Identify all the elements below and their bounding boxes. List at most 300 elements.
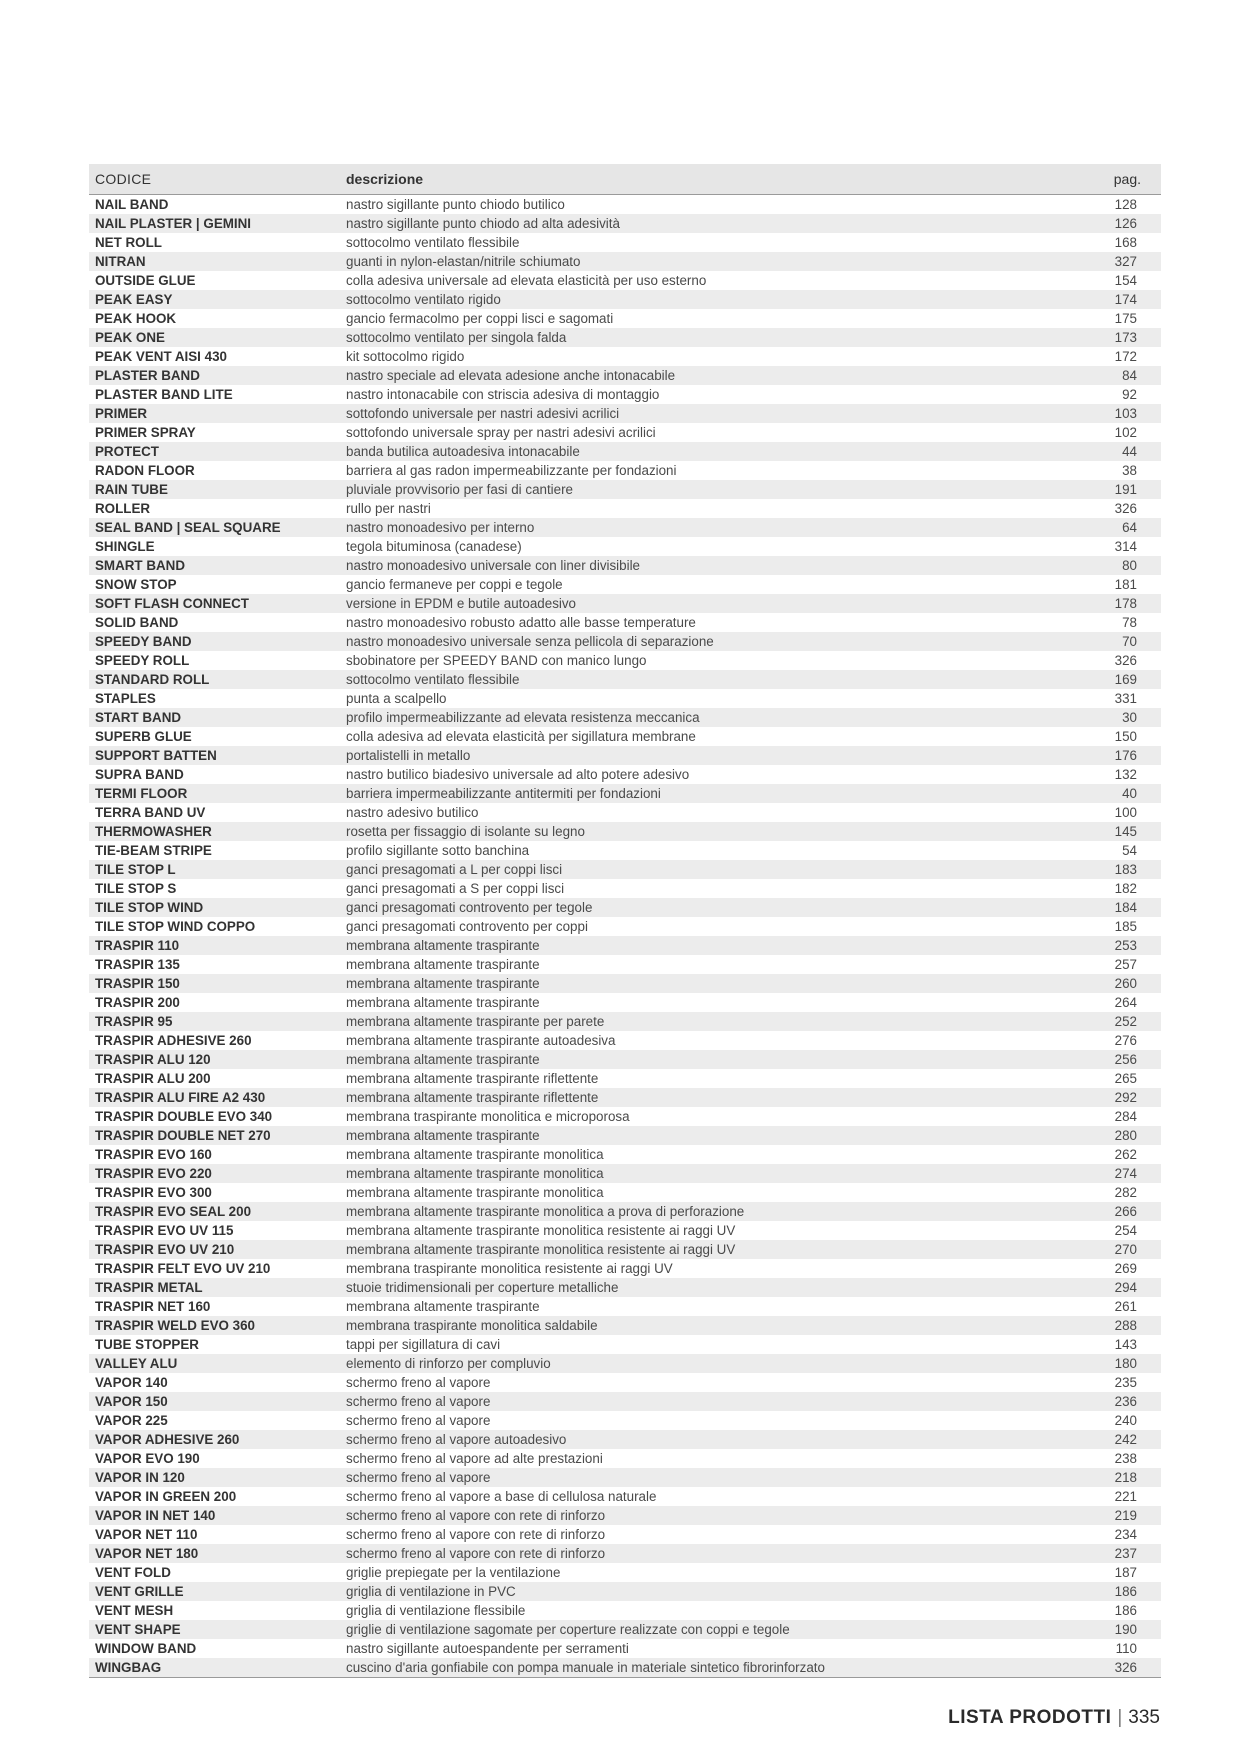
product-code-cell: TRASPIR ALU FIRE A2 430	[89, 1088, 344, 1107]
product-code-cell: TERMI FLOOR	[89, 784, 344, 803]
product-code-cell: RADON FLOOR	[95, 463, 195, 478]
product-page-cell: 126	[1074, 214, 1161, 233]
product-code-cell: SUPRA BAND	[95, 767, 184, 782]
product-description-cell: schermo freno al vapore	[346, 1375, 491, 1390]
product-description-cell: schermo freno al vapore autoadesivo	[344, 1430, 1074, 1449]
product-description-cell: membrana traspirante monolitica e microporosa	[346, 1109, 630, 1124]
product-page-cell: 314	[1114, 539, 1137, 554]
product-code-cell: TRASPIR ALU 200	[95, 1071, 211, 1086]
product-code-cell: RAIN TUBE	[89, 480, 344, 499]
product-page-cell: 252	[1074, 1012, 1161, 1031]
table-row	[89, 1278, 1161, 1297]
table-row	[89, 1259, 1161, 1278]
product-page-cell: 185	[1114, 919, 1137, 934]
product-page-cell: 172	[1114, 349, 1137, 364]
product-page-cell: 154	[1114, 273, 1137, 288]
product-description-cell: membrana altamente traspirante	[344, 936, 1074, 955]
product-page-cell: 190	[1074, 1620, 1161, 1639]
product-description-cell: griglie di ventilazione sagomate per coperture realizzate con coppi e tegole	[344, 1620, 1074, 1639]
product-code-cell: SPEEDY ROLL	[95, 653, 190, 668]
product-description-cell: schermo freno al vapore	[344, 1468, 1074, 1487]
product-code-cell: TRASPIR 150	[89, 974, 344, 993]
product-description-cell: schermo freno al vapore	[344, 1392, 1074, 1411]
product-code-cell: TILE STOP WIND	[89, 898, 344, 917]
product-code-cell: PLASTER BAND	[89, 366, 344, 385]
table-row	[89, 594, 1161, 613]
product-page-cell: 103	[1074, 404, 1161, 423]
table-row	[89, 1620, 1161, 1639]
product-code-cell: WINDOW BAND	[95, 1641, 197, 1656]
product-description-cell: sottofondo universale spray per nastri adesivi acrilici	[346, 425, 656, 440]
product-code-cell: NAIL BAND	[95, 197, 169, 212]
product-description-cell: sottofondo universale per nastri adesivi acrilici	[344, 404, 1074, 423]
product-page-cell: 181	[1114, 577, 1137, 592]
product-description-cell: membrana altamente traspirante monolitica	[344, 1164, 1074, 1183]
product-description-cell: punta a scalpello	[346, 691, 447, 706]
table-row	[89, 461, 1161, 480]
table-row	[89, 366, 1161, 385]
product-code-cell: TRASPIR ADHESIVE 260	[95, 1033, 252, 1048]
product-code-cell: PEAK ONE	[89, 328, 344, 347]
product-page-cell: 262	[1114, 1147, 1137, 1162]
table-row	[89, 1164, 1161, 1183]
table-row	[89, 1639, 1161, 1658]
table-row	[89, 1297, 1161, 1316]
product-page-cell: 102	[1114, 425, 1137, 440]
product-page-cell: 292	[1074, 1088, 1161, 1107]
table-row	[89, 1107, 1161, 1126]
table-row	[89, 898, 1161, 917]
table-row	[89, 290, 1161, 309]
product-description-cell: membrana altamente traspirante	[346, 957, 540, 972]
product-description-cell: nastro butilico biadesivo universale ad alto potere adesivo	[346, 767, 690, 782]
table-row	[89, 1202, 1161, 1221]
product-page-cell: 327	[1074, 252, 1161, 271]
product-page-cell: 257	[1114, 957, 1137, 972]
product-description-cell: nastro sigillante autoespandente per serramenti	[346, 1641, 629, 1656]
product-description-cell: membrana altamente traspirante monolitica resistente ai raggi UV	[346, 1223, 736, 1238]
product-code-cell: TRASPIR EVO SEAL 200	[89, 1202, 344, 1221]
product-page-cell: 175	[1114, 311, 1137, 326]
table-row	[89, 860, 1161, 879]
product-page-cell: 256	[1074, 1050, 1161, 1069]
product-description-cell: colla adesiva universale ad elevata elasticità per uso esterno	[346, 273, 707, 288]
product-page-cell: 64	[1074, 518, 1161, 537]
product-description-cell: schermo freno al vapore	[346, 1413, 491, 1428]
product-page-cell: 264	[1114, 995, 1137, 1010]
product-description-cell: membrana altamente traspirante monolitica	[346, 1147, 604, 1162]
table-row	[89, 841, 1161, 860]
product-code-cell: START BAND	[89, 708, 344, 727]
product-description-cell: membrana altamente traspirante	[344, 974, 1074, 993]
table-row	[89, 1335, 1161, 1354]
product-description-cell: membrana traspirante monolitica resistente ai raggi UV	[346, 1261, 673, 1276]
product-description-cell: kit sottocolmo rigido	[346, 349, 465, 364]
table-row	[89, 195, 1161, 215]
table-row	[89, 765, 1161, 784]
product-page-cell: 176	[1074, 746, 1161, 765]
product-description-cell: schermo freno al vapore con rete di rinforzo	[344, 1506, 1074, 1525]
product-page-cell: 269	[1114, 1261, 1137, 1276]
table-row	[89, 1544, 1161, 1563]
product-page-cell: 260	[1074, 974, 1161, 993]
product-code-cell: VAPOR EVO 190	[95, 1451, 200, 1466]
product-description-cell: ganci presagomati controvento per tegole	[344, 898, 1074, 917]
product-code-cell: TRASPIR WELD EVO 360	[89, 1316, 344, 1335]
product-code-cell: TILE STOP S	[95, 881, 177, 896]
product-code-cell: STAPLES	[95, 691, 156, 706]
product-page-cell: 128	[1114, 197, 1137, 212]
product-page-cell: 294	[1074, 1278, 1161, 1297]
product-description-cell: profilo sigillante sotto banchina	[346, 843, 530, 858]
product-description-cell: tappi per sigillatura di cavi	[346, 1337, 501, 1352]
table-row	[89, 480, 1161, 499]
product-description-cell: barriera impermeabilizzante antitermiti per fondazioni	[344, 784, 1074, 803]
table-row	[89, 214, 1161, 233]
product-description-cell: membrana altamente traspirante monolitica a prova di perforazione	[344, 1202, 1074, 1221]
table-row	[89, 252, 1161, 271]
product-code-cell: TIE-BEAM STRIPE	[95, 843, 212, 858]
product-code-cell: VAPOR 225	[95, 1413, 168, 1428]
table-row	[89, 822, 1161, 841]
product-description-cell: tegola bituminosa (canadese)	[346, 539, 522, 554]
table-row	[89, 423, 1161, 442]
product-page-cell: 270	[1074, 1240, 1161, 1259]
product-code-cell: VENT MESH	[95, 1603, 174, 1618]
header-page: pag.	[1074, 164, 1161, 195]
product-code-cell: TRASPIR EVO 300	[95, 1185, 212, 1200]
product-page-cell: 280	[1074, 1126, 1161, 1145]
footer-separator: |	[1117, 1707, 1123, 1728]
table-row	[89, 784, 1161, 803]
product-code-cell: VAPOR IN 120	[89, 1468, 344, 1487]
product-code-cell: VENT FOLD	[95, 1565, 171, 1580]
header-description: descrizione	[344, 164, 1074, 195]
product-page-cell: 266	[1074, 1202, 1161, 1221]
product-page-cell: 92	[1122, 387, 1137, 402]
table-row	[89, 233, 1161, 252]
product-page-cell: 284	[1114, 1109, 1137, 1124]
product-page-cell: 237	[1074, 1544, 1161, 1563]
product-description-cell: membrana altamente traspirante autoadesiva	[346, 1033, 616, 1048]
product-description-cell: membrana altamente traspirante riflettente	[346, 1071, 599, 1086]
product-description-cell: membrana altamente traspirante per parete	[344, 1012, 1074, 1031]
page-footer	[948, 1707, 1160, 1729]
product-description-cell: membrana altamente traspirante	[344, 1050, 1074, 1069]
product-page-cell: 173	[1074, 328, 1161, 347]
product-description-cell: sottocolmo ventilato per singola falda	[344, 328, 1074, 347]
product-code-cell: TRASPIR EVO 160	[95, 1147, 212, 1162]
product-description-cell: membrana altamente traspirante	[344, 1126, 1074, 1145]
table-row	[89, 1183, 1161, 1202]
product-code-cell: PRIMER SPRAY	[95, 425, 196, 440]
product-code-cell: NAIL PLASTER | GEMINI	[89, 214, 344, 233]
footer-section-title: LISTA PRODOTTI	[948, 1707, 1112, 1728]
product-description-cell: ganci presagomati a L per coppi lisci	[344, 860, 1074, 879]
product-code-cell: PEAK EASY	[89, 290, 344, 309]
product-code-cell: TRASPIR 135	[95, 957, 180, 972]
footer-page-number: 335	[1128, 1707, 1160, 1728]
table-header	[89, 164, 1161, 195]
product-page-cell: 169	[1074, 670, 1161, 689]
table-row	[89, 1221, 1161, 1240]
product-description-cell: sottocolmo ventilato rigido	[344, 290, 1074, 309]
product-page-cell: 168	[1114, 235, 1137, 250]
product-page-cell: 191	[1074, 480, 1161, 499]
product-page-cell: 261	[1114, 1299, 1137, 1314]
product-page-cell: 221	[1114, 1489, 1137, 1504]
product-page-cell: 218	[1074, 1468, 1161, 1487]
product-code-cell: VAPOR NET 110	[95, 1527, 198, 1542]
product-description-cell: nastro monoadesivo universale senza pellicola di separazione	[344, 632, 1074, 651]
product-description-cell: pluviale provvisorio per fasi di cantiere	[344, 480, 1074, 499]
product-page-cell: 100	[1114, 805, 1137, 820]
table-row	[89, 955, 1161, 974]
product-page-cell: 219	[1074, 1506, 1161, 1525]
table-row	[89, 936, 1161, 955]
table-row	[89, 1373, 1161, 1392]
table-row	[89, 917, 1161, 936]
table-row	[89, 385, 1161, 404]
product-description-cell: cuscino d'aria gonfiabile con pompa manuale in materiale sintetico fibrorinforzato	[344, 1658, 1074, 1678]
product-description-cell: membrana altamente traspirante monolitica resistente ai raggi UV	[344, 1240, 1074, 1259]
product-description-cell: griglia di ventilazione flessibile	[346, 1603, 526, 1618]
table-row	[89, 993, 1161, 1012]
table-row	[89, 1658, 1161, 1678]
product-code-cell: TILE STOP L	[89, 860, 344, 879]
product-description-cell: nastro sigillante punto chiodo ad alta adesività	[344, 214, 1074, 233]
table-header-row	[89, 164, 1161, 195]
product-description-cell: nastro speciale ad elevata adesione anche intonacabile	[344, 366, 1074, 385]
product-page-cell: 84	[1074, 366, 1161, 385]
table-row	[89, 1354, 1161, 1373]
product-description-cell: rullo per nastri	[346, 501, 431, 516]
table-row	[89, 1012, 1161, 1031]
product-code-cell: TRASPIR EVO UV 115	[95, 1223, 234, 1238]
product-code-cell: TRASPIR 95	[89, 1012, 344, 1031]
table-row	[89, 1582, 1161, 1601]
table-row	[89, 1145, 1161, 1164]
table-row	[89, 1449, 1161, 1468]
header-code: CODICE	[89, 164, 344, 195]
product-description-cell: guanti in nylon-elastan/nitrile schiumato	[344, 252, 1074, 271]
product-code-cell: PEAK VENT AISI 430	[95, 349, 227, 364]
product-description-cell: membrana altamente traspirante	[346, 1299, 540, 1314]
product-page-cell: 40	[1074, 784, 1161, 803]
product-code-cell: SUPERB GLUE	[95, 729, 192, 744]
product-code-cell: VAPOR 140	[95, 1375, 168, 1390]
product-page-cell: 110	[1115, 1641, 1137, 1656]
product-page-cell: 326	[1114, 501, 1137, 516]
product-page-cell: 288	[1074, 1316, 1161, 1335]
product-code-cell: VAPOR IN NET 140	[89, 1506, 344, 1525]
product-page-cell: 242	[1074, 1430, 1161, 1449]
product-code-cell: SHINGLE	[95, 539, 155, 554]
table-row	[89, 575, 1161, 594]
product-code-cell: SOLID BAND	[95, 615, 179, 630]
product-code-cell: PRIMER	[89, 404, 344, 423]
table-row	[89, 271, 1161, 290]
table-row	[89, 442, 1161, 461]
product-description-cell: membrana traspirante monolitica saldabile	[344, 1316, 1074, 1335]
product-page-cell: 187	[1114, 1565, 1137, 1580]
product-page-cell: 254	[1114, 1223, 1137, 1238]
product-page-cell: 143	[1114, 1337, 1137, 1352]
table-row	[89, 1126, 1161, 1145]
product-page-cell: 178	[1074, 594, 1161, 613]
table-row	[89, 1088, 1161, 1107]
table-row	[89, 1050, 1161, 1069]
table-row	[89, 708, 1161, 727]
product-code-cell: TERRA BAND UV	[95, 805, 206, 820]
product-description-cell: membrana altamente traspirante monolitica	[346, 1185, 604, 1200]
table-row	[89, 556, 1161, 575]
product-page-cell: 174	[1074, 290, 1161, 309]
table-row	[89, 1240, 1161, 1259]
product-code-cell: TRASPIR EVO UV 210	[89, 1240, 344, 1259]
product-code-cell: SPEEDY BAND	[89, 632, 344, 651]
product-description-cell: griglie prepiegate per la ventilazione	[346, 1565, 561, 1580]
table-row	[89, 1487, 1161, 1506]
product-code-cell: VAPOR 150	[89, 1392, 344, 1411]
product-page-cell: 236	[1074, 1392, 1161, 1411]
table-row	[89, 347, 1161, 366]
product-list-table	[89, 164, 1161, 1678]
product-page-cell: 326	[1074, 1658, 1161, 1678]
table-row	[89, 670, 1161, 689]
product-page-cell: 253	[1074, 936, 1161, 955]
product-page-cell: 38	[1122, 463, 1137, 478]
product-page-cell: 186	[1074, 1582, 1161, 1601]
product-description-cell: membrana altamente traspirante riflettente	[344, 1088, 1074, 1107]
product-description-cell: sottocolmo ventilato flessibile	[346, 235, 520, 250]
product-code-cell: VAPOR NET 180	[89, 1544, 344, 1563]
product-code-cell: ROLLER	[95, 501, 151, 516]
product-description-cell: nastro intonacabile con striscia adesiva di montaggio	[346, 387, 660, 402]
product-code-cell: TRASPIR DOUBLE EVO 340	[95, 1109, 273, 1124]
product-page-cell: 145	[1074, 822, 1161, 841]
product-description-cell: nastro adesivo butilico	[346, 805, 479, 820]
product-code-cell: NITRAN	[89, 252, 344, 271]
product-description-cell: nastro sigillante punto chiodo butilico	[346, 197, 565, 212]
table-row	[89, 1411, 1161, 1430]
product-code-cell: PROTECT	[89, 442, 344, 461]
product-code-cell: TRASPIR 200	[95, 995, 180, 1010]
product-code-cell: TUBE STOPPER	[95, 1337, 199, 1352]
product-page-cell: 182	[1114, 881, 1137, 896]
product-page-cell: 44	[1074, 442, 1161, 461]
product-page-cell: 150	[1114, 729, 1137, 744]
product-code-cell: TRASPIR METAL	[89, 1278, 344, 1297]
product-code-cell: SMART BAND	[89, 556, 344, 575]
product-code-cell: TRASPIR 110	[89, 936, 344, 955]
product-description-cell: ganci presagomati a S per coppi lisci	[346, 881, 565, 896]
product-description-cell: nastro monoadesivo robusto adatto alle basse temperature	[346, 615, 696, 630]
table-row	[89, 689, 1161, 708]
product-code-cell: VENT SHAPE	[89, 1620, 344, 1639]
table-row	[89, 1430, 1161, 1449]
product-description-cell: schermo freno al vapore a base di cellulosa naturale	[346, 1489, 657, 1504]
table-row	[89, 309, 1161, 328]
product-page-cell: 186	[1114, 1603, 1137, 1618]
table-row	[89, 1506, 1161, 1525]
product-description-cell: sbobinatore per SPEEDY BAND con manico lungo	[346, 653, 647, 668]
product-page-cell: 331	[1114, 691, 1137, 706]
product-description-cell: gancio fermacolmo per coppi lisci e sagomati	[346, 311, 614, 326]
product-description-cell: membrana altamente traspirante	[346, 995, 540, 1010]
table-row	[89, 328, 1161, 347]
product-page-cell: 183	[1074, 860, 1161, 879]
product-page-cell: 326	[1114, 653, 1137, 668]
table-row	[89, 499, 1161, 518]
product-code-cell: TRASPIR EVO 220	[89, 1164, 344, 1183]
product-code-cell: PLASTER BAND LITE	[95, 387, 233, 402]
product-page-cell: 184	[1074, 898, 1161, 917]
product-description-cell: ganci presagomati controvento per coppi	[346, 919, 588, 934]
table-row	[89, 613, 1161, 632]
product-code-cell: VALLEY ALU	[89, 1354, 344, 1373]
product-code-cell: VAPOR ADHESIVE 260	[89, 1430, 344, 1449]
product-page-cell: 132	[1114, 767, 1137, 782]
product-code-cell: TRASPIR FELT EVO UV 210	[95, 1261, 271, 1276]
product-page-cell: 234	[1114, 1527, 1137, 1542]
product-page-cell: 54	[1122, 843, 1137, 858]
table-body	[89, 195, 1161, 1678]
product-description-cell: schermo freno al vapore ad alte prestazioni	[346, 1451, 603, 1466]
product-page-cell: 235	[1114, 1375, 1137, 1390]
table-row	[89, 1525, 1161, 1544]
product-code-cell: SNOW STOP	[95, 577, 177, 592]
product-code-cell: TRASPIR NET 160	[95, 1299, 211, 1314]
product-description-cell: barriera al gas radon impermeabilizzante per fondazioni	[346, 463, 677, 478]
product-code-cell: VAPOR IN GREEN 200	[95, 1489, 237, 1504]
product-code-cell: NET ROLL	[95, 235, 162, 250]
product-description-cell: elemento di rinforzo per compluvio	[344, 1354, 1074, 1373]
product-code-cell: PEAK HOOK	[95, 311, 177, 326]
product-code-cell: STANDARD ROLL	[89, 670, 344, 689]
product-description-cell: nastro monoadesivo universale con liner divisibile	[344, 556, 1074, 575]
table-row	[89, 974, 1161, 993]
product-description-cell: schermo freno al vapore con rete di rinforzo	[346, 1527, 606, 1542]
product-description-cell: schermo freno al vapore con rete di rinforzo	[344, 1544, 1074, 1563]
product-description-cell: colla adesiva ad elevata elasticità per sigillatura membrane	[346, 729, 696, 744]
product-code-cell: VENT GRILLE	[89, 1582, 344, 1601]
product-page-cell: 30	[1074, 708, 1161, 727]
product-code-cell: TILE STOP WIND COPPO	[95, 919, 256, 934]
product-page-cell: 80	[1074, 556, 1161, 575]
table-row	[89, 1069, 1161, 1088]
table-row	[89, 1392, 1161, 1411]
product-code-cell: TRASPIR DOUBLE NET 270	[89, 1126, 344, 1145]
product-page-cell: 240	[1114, 1413, 1137, 1428]
table-row	[89, 1316, 1161, 1335]
product-code-cell: OUTSIDE GLUE	[95, 273, 196, 288]
product-page-cell: 238	[1114, 1451, 1137, 1466]
product-list-table-wrapper	[89, 164, 1161, 1678]
table-row	[89, 404, 1161, 423]
product-description-cell: gancio fermaneve per coppi e tegole	[346, 577, 563, 592]
product-description-cell: banda butilica autoadesiva intonacabile	[344, 442, 1074, 461]
product-description-cell: griglia di ventilazione in PVC	[344, 1582, 1074, 1601]
product-description-cell: rosetta per fissaggio di isolante su legno	[344, 822, 1074, 841]
table-row	[89, 1601, 1161, 1620]
product-description-cell: stuoie tridimensionali per coperture metalliche	[344, 1278, 1074, 1297]
table-row	[89, 1468, 1161, 1487]
table-row	[89, 879, 1161, 898]
product-code-cell: SUPPORT BATTEN	[89, 746, 344, 765]
table-row	[89, 727, 1161, 746]
product-page-cell: 282	[1114, 1185, 1137, 1200]
